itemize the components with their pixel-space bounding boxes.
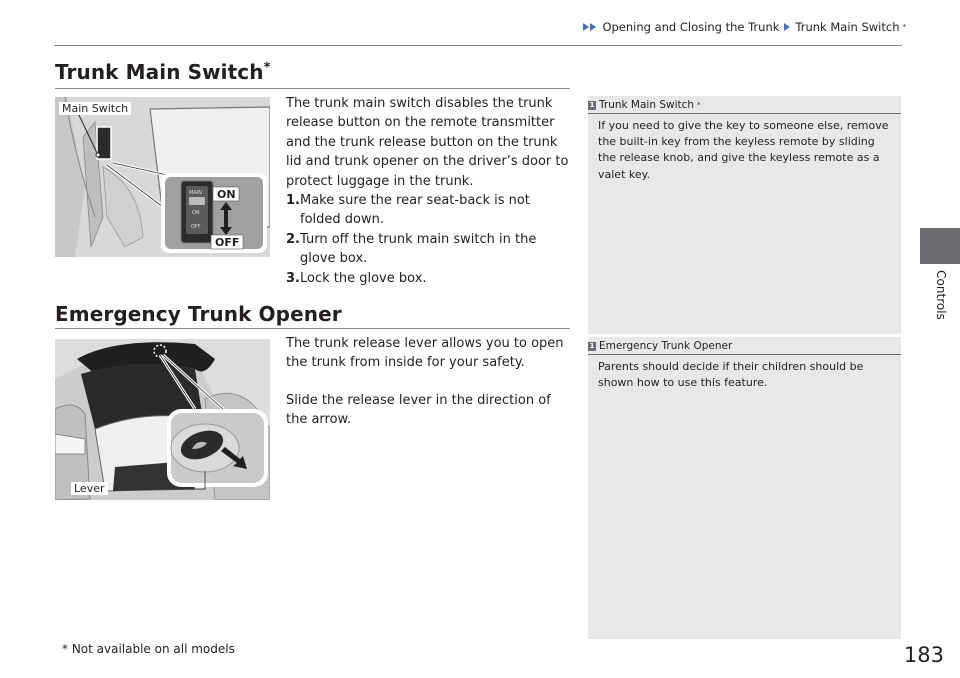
label-on: ON	[217, 188, 236, 201]
sidebar-note-emergency-trunk-opener	[588, 337, 901, 639]
section2-para2: Slide the release lever in the direction of the arrow.	[286, 392, 551, 428]
emergency-opener-figure	[55, 339, 270, 500]
label-lever: Lever	[71, 482, 108, 495]
section1-intro: The trunk main switch disables the trunk release button on the remote transmitter and the trunk release button on the trunk lid and trunk opener on the driver’s door to protect luggage in the trunk.	[286, 96, 569, 189]
section1-body	[286, 94, 570, 288]
label-main-switch: Main Switch	[59, 102, 131, 115]
breadcrumb-part1[interactable]: Opening and Closing the Trunk	[602, 20, 780, 34]
switch-text-on: ON	[192, 210, 200, 216]
arrow-right-icon	[784, 23, 790, 31]
footnote: * Not available on all models	[62, 642, 235, 656]
sidebar-note-header: 1 Trunk Main Switch *	[588, 96, 901, 114]
section-title-trunk-main-switch: Trunk Main Switch*	[55, 60, 271, 84]
side-tab-marker	[920, 228, 960, 264]
sidebar-note-trunk-main-switch	[588, 96, 901, 334]
sidebar-note-header	[588, 337, 901, 355]
list-item: 1. Make sure the rear seat-back is not folded down.	[286, 193, 530, 228]
sidebar-note-title: Emergency Trunk Opener	[599, 340, 733, 352]
reference-mark-icon: 1	[589, 101, 595, 109]
section1-steps	[286, 191, 570, 288]
main-switch-illustration	[55, 97, 270, 257]
section-title-emergency-trunk-opener: Emergency Trunk Opener	[55, 302, 342, 326]
section2-para1: The trunk release lever allows you to open the trunk from inside for your safety.	[286, 336, 564, 371]
side-tab-label[interactable]: Controls	[934, 270, 949, 320]
sidebar-note-text: If you need to give the key to someone else, remove the built-in key from the keyless remote by sliding the release knob, and give the keyless remote as a valet key.	[598, 119, 889, 181]
breadcrumb-asterisk: *	[902, 23, 906, 31]
reference-mark-icon: 1	[589, 342, 595, 350]
label-off: OFF	[215, 236, 240, 249]
breadcrumb-part2[interactable]: Trunk Main Switch	[795, 20, 900, 34]
emergency-opener-illustration	[55, 339, 270, 500]
list-item: 3. Lock the glove box.	[286, 270, 427, 286]
switch-text-off: OFF	[191, 224, 201, 230]
breadcrumb	[583, 20, 906, 34]
section2-body	[286, 334, 570, 448]
sidebar-note-title: Trunk Main Switch	[599, 99, 695, 111]
header-rule	[54, 45, 902, 46]
list-item: 2. Turn off the trunk main switch in the glove box.	[286, 231, 537, 267]
page-number: 183	[903, 643, 944, 667]
switch-text-main: MAIN	[189, 190, 202, 196]
sidebar-note-text: Parents should decide if their children should be shown how to use this feature.	[598, 360, 864, 390]
double-arrow-icon	[583, 23, 596, 31]
section-rule	[55, 328, 570, 329]
main-switch-figure	[55, 97, 270, 257]
section-rule	[55, 88, 570, 89]
